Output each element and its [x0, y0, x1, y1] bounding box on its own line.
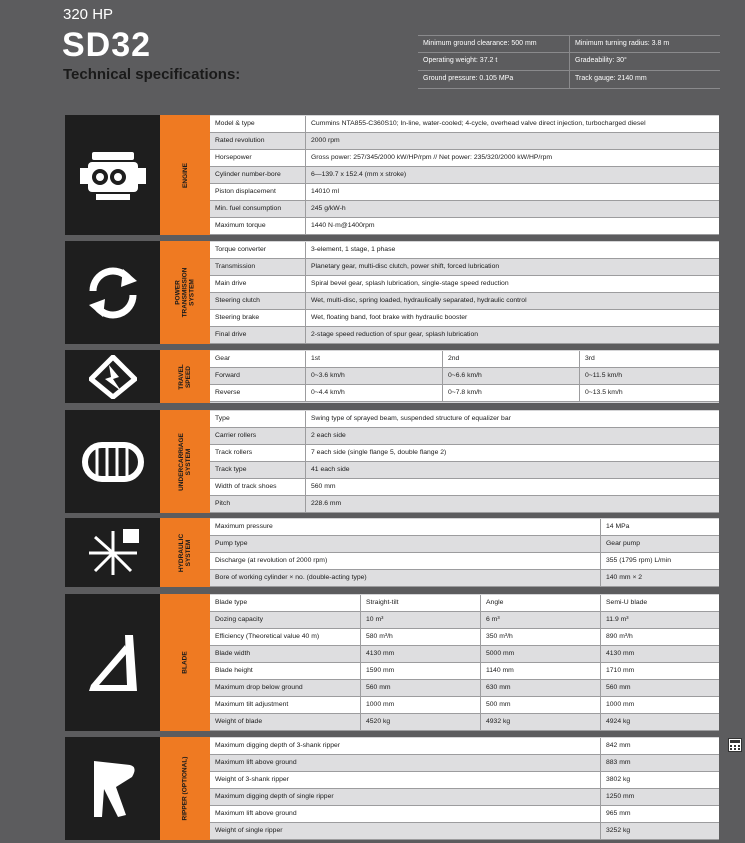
spec-value: Wet, floating band, foot brake with hydraulic booster	[305, 310, 719, 327]
calculator-icon[interactable]	[728, 738, 744, 754]
spec-value: 10 m³	[360, 612, 480, 629]
spec-name: Transmission	[210, 259, 305, 276]
spec-name: Efficiency (Theoretical value 40 m)	[210, 629, 360, 646]
spec-value: 2000 rpm	[305, 133, 719, 150]
spec-value: 560 mm	[305, 479, 719, 496]
spec-name: Weight of 3-shank ripper	[210, 772, 600, 789]
section-label: BLADE	[160, 594, 210, 731]
spec-name: Horsepower	[210, 150, 305, 167]
summary-row	[418, 71, 720, 89]
spec-name: Rated revolution	[210, 133, 305, 150]
section-blade	[65, 594, 719, 731]
summary-cell: Gradeability: 30°	[569, 53, 720, 70]
spec-value: 228.6 mm	[305, 496, 719, 513]
spec-value: 1250 mm	[600, 789, 719, 806]
section-hydraulic	[65, 518, 719, 587]
spec-value: 560 mm	[360, 680, 480, 697]
spec-value: 14010 ml	[305, 184, 719, 201]
spec-value: 5000 mm	[480, 646, 600, 663]
section-label: HYDRAULIC SYSTEM	[160, 518, 210, 587]
spec-value: 1710 mm	[600, 663, 719, 680]
summary-specs	[418, 35, 720, 89]
summary-cell: Minimum ground clearance: 500 mm	[423, 40, 537, 47]
summary-row	[418, 53, 720, 71]
spec-name: Pitch	[210, 496, 305, 513]
spec-value: 3-element, 1 stage, 1 phase	[305, 242, 719, 259]
spec-value: 0~13.5 km/h	[579, 385, 719, 402]
spec-name: Cylinder number-bore	[210, 167, 305, 184]
spec-value: Straight-tilt	[360, 595, 480, 612]
spec-name: Torque converter	[210, 242, 305, 259]
spec-value: 842 mm	[600, 738, 719, 755]
section-transmission	[65, 241, 719, 344]
spec-name: Bore of working cylinder × no. (double-acting type)	[210, 570, 600, 587]
spec-value: 2nd	[442, 351, 579, 368]
spec-value: 0~11.5 km/h	[579, 368, 719, 385]
spec-value: Gross power: 257/345/2000 kW/HP/rpm // Net power: 235/320/2000 kW/HP/rpm	[305, 150, 719, 167]
spec-name: Carrier rollers	[210, 428, 305, 445]
spec-value: 1000 mm	[360, 697, 480, 714]
section-label: TRAVEL SPEED	[160, 350, 210, 403]
spec-value: 890 m³/h	[600, 629, 719, 646]
spec-name: Dozing capacity	[210, 612, 360, 629]
spec-name: Weight of blade	[210, 714, 360, 731]
spec-name: Final drive	[210, 327, 305, 344]
spec-value: 14 MPa	[600, 519, 719, 536]
spec-value: 1140 mm	[480, 663, 600, 680]
summary-row	[418, 35, 720, 53]
spec-name: Blade height	[210, 663, 360, 680]
spec-value: 6 m³	[480, 612, 600, 629]
spec-value: 883 mm	[600, 755, 719, 772]
summary-cell: Track gauge: 2140 mm	[569, 71, 720, 88]
spec-name: Maximum tilt adjustment	[210, 697, 360, 714]
spec-name: Blade type	[210, 595, 360, 612]
spec-value: 3802 kg	[600, 772, 719, 789]
spec-value: 7 each side (single flange 5, double flange 2)	[305, 445, 719, 462]
engine-icon	[65, 115, 160, 235]
header-hp: 320 HP	[63, 6, 114, 23]
spec-value: 41 each side	[305, 462, 719, 479]
spec-name: Blade width	[210, 646, 360, 663]
spec-value: 0~3.6 km/h	[305, 368, 442, 385]
spec-value: 350 m³/h	[480, 629, 600, 646]
spec-value: 0~7.8 km/h	[442, 385, 579, 402]
ripper-icon	[65, 737, 160, 840]
spec-name: Main drive	[210, 276, 305, 293]
spec-value: Angle	[480, 595, 600, 612]
section-engine	[65, 115, 719, 235]
spec-value: 11.9 m³	[600, 612, 719, 629]
spec-name: Model & type	[210, 116, 305, 133]
section-label: UNDERCARRIAGE SYSTEM	[160, 410, 210, 513]
spec-name: Track rollers	[210, 445, 305, 462]
spec-name: Pump type	[210, 536, 600, 553]
speed-icon	[65, 350, 160, 403]
spec-name: Discharge (at revolution of 2000 rpm)	[210, 553, 600, 570]
spec-value: 2 each side	[305, 428, 719, 445]
spec-value: 1st	[305, 351, 442, 368]
spec-value: Swing type of sprayed beam, suspended structure of equalizer bar	[305, 411, 719, 428]
section-ripper	[65, 737, 719, 840]
spec-name: Track type	[210, 462, 305, 479]
spec-value: 580 m³/h	[360, 629, 480, 646]
spec-value: 4130 mm	[360, 646, 480, 663]
spec-value: 3rd	[579, 351, 719, 368]
spec-value: Planetary gear, multi-disc clutch, power shift, forced lubrication	[305, 259, 719, 276]
spec-value: 245 g/kW-h	[305, 201, 719, 218]
track-icon	[65, 410, 160, 513]
page-subtitle: Technical specifications:	[63, 66, 241, 83]
section-label: RIPPER (OPTIONAL)	[160, 737, 210, 840]
spec-value: 4130 mm	[600, 646, 719, 663]
spec-name: Maximum lift above ground	[210, 755, 600, 772]
hydraulic-icon	[65, 518, 160, 587]
spec-value: Spiral bevel gear, splash lubrication, single-stage speed reduction	[305, 276, 719, 293]
section-travel-speed	[65, 350, 719, 403]
spec-name: Maximum digging depth of single ripper	[210, 789, 600, 806]
spec-value: 4932 kg	[480, 714, 600, 731]
spec-value: 500 mm	[480, 697, 600, 714]
section-undercarriage	[65, 410, 719, 513]
blade-icon	[65, 594, 160, 731]
summary-cell: Ground pressure: 0.105 MPa	[423, 75, 514, 82]
spec-name: Reverse	[210, 385, 305, 402]
transmission-icon	[65, 241, 160, 344]
spec-name: Gear	[210, 351, 305, 368]
spec-value: Semi-U blade	[600, 595, 719, 612]
spec-name: Maximum pressure	[210, 519, 600, 536]
section-label: ENGINE	[160, 115, 210, 235]
spec-value: 2-stage speed reduction of spur gear, splash lubrication	[305, 327, 719, 344]
spec-value: 1440 N·m@1400rpm	[305, 218, 719, 235]
spec-value: 0~6.6 km/h	[442, 368, 579, 385]
spec-name: Maximum digging depth of 3-shank ripper	[210, 738, 600, 755]
spec-value: 0~4.4 km/h	[305, 385, 442, 402]
spec-value: 4520 kg	[360, 714, 480, 731]
spec-value: 355 (1795 rpm) L/min	[600, 553, 719, 570]
spec-value: Wet, multi-disc, spring loaded, hydraulically separated, hydraulic control	[305, 293, 719, 310]
spec-name: Maximum torque	[210, 218, 305, 235]
summary-cell: Operating weight: 37.2 t	[423, 57, 498, 64]
spec-value: 1000 mm	[600, 697, 719, 714]
spec-value: Cummins NTA855-C360S10; In-line, water-cooled; 4-cycle, overhead valve direct injection, turbocharged diesel	[305, 116, 719, 133]
spec-name: Steering clutch	[210, 293, 305, 310]
spec-name: Steering brake	[210, 310, 305, 327]
spec-value: 4924 kg	[600, 714, 719, 731]
model-title: SD32	[62, 26, 152, 64]
spec-value: 140 mm × 2	[600, 570, 719, 587]
spec-name: Maximum lift above ground	[210, 806, 600, 823]
spec-name: Width of track shoes	[210, 479, 305, 496]
spec-name: Piston displacement	[210, 184, 305, 201]
spec-value: 560 mm	[600, 680, 719, 697]
spec-value: 965 mm	[600, 806, 719, 823]
spec-value: 3252 kg	[600, 823, 719, 840]
summary-cell: Minimum turning radius: 3.8 m	[569, 36, 720, 52]
spec-name: Weight of single ripper	[210, 823, 600, 840]
section-label: POWER TRANSMISSION SYSTEM	[160, 241, 210, 344]
spec-name: Forward	[210, 368, 305, 385]
spec-name: Maximum drop below ground	[210, 680, 360, 697]
spec-value: 630 mm	[480, 680, 600, 697]
spec-value: 1590 mm	[360, 663, 480, 680]
spec-name: Min. fuel consumption	[210, 201, 305, 218]
spec-value: 6—139.7 x 152.4 (mm x stroke)	[305, 167, 719, 184]
spec-name: Type	[210, 411, 305, 428]
spec-value: Gear pump	[600, 536, 719, 553]
